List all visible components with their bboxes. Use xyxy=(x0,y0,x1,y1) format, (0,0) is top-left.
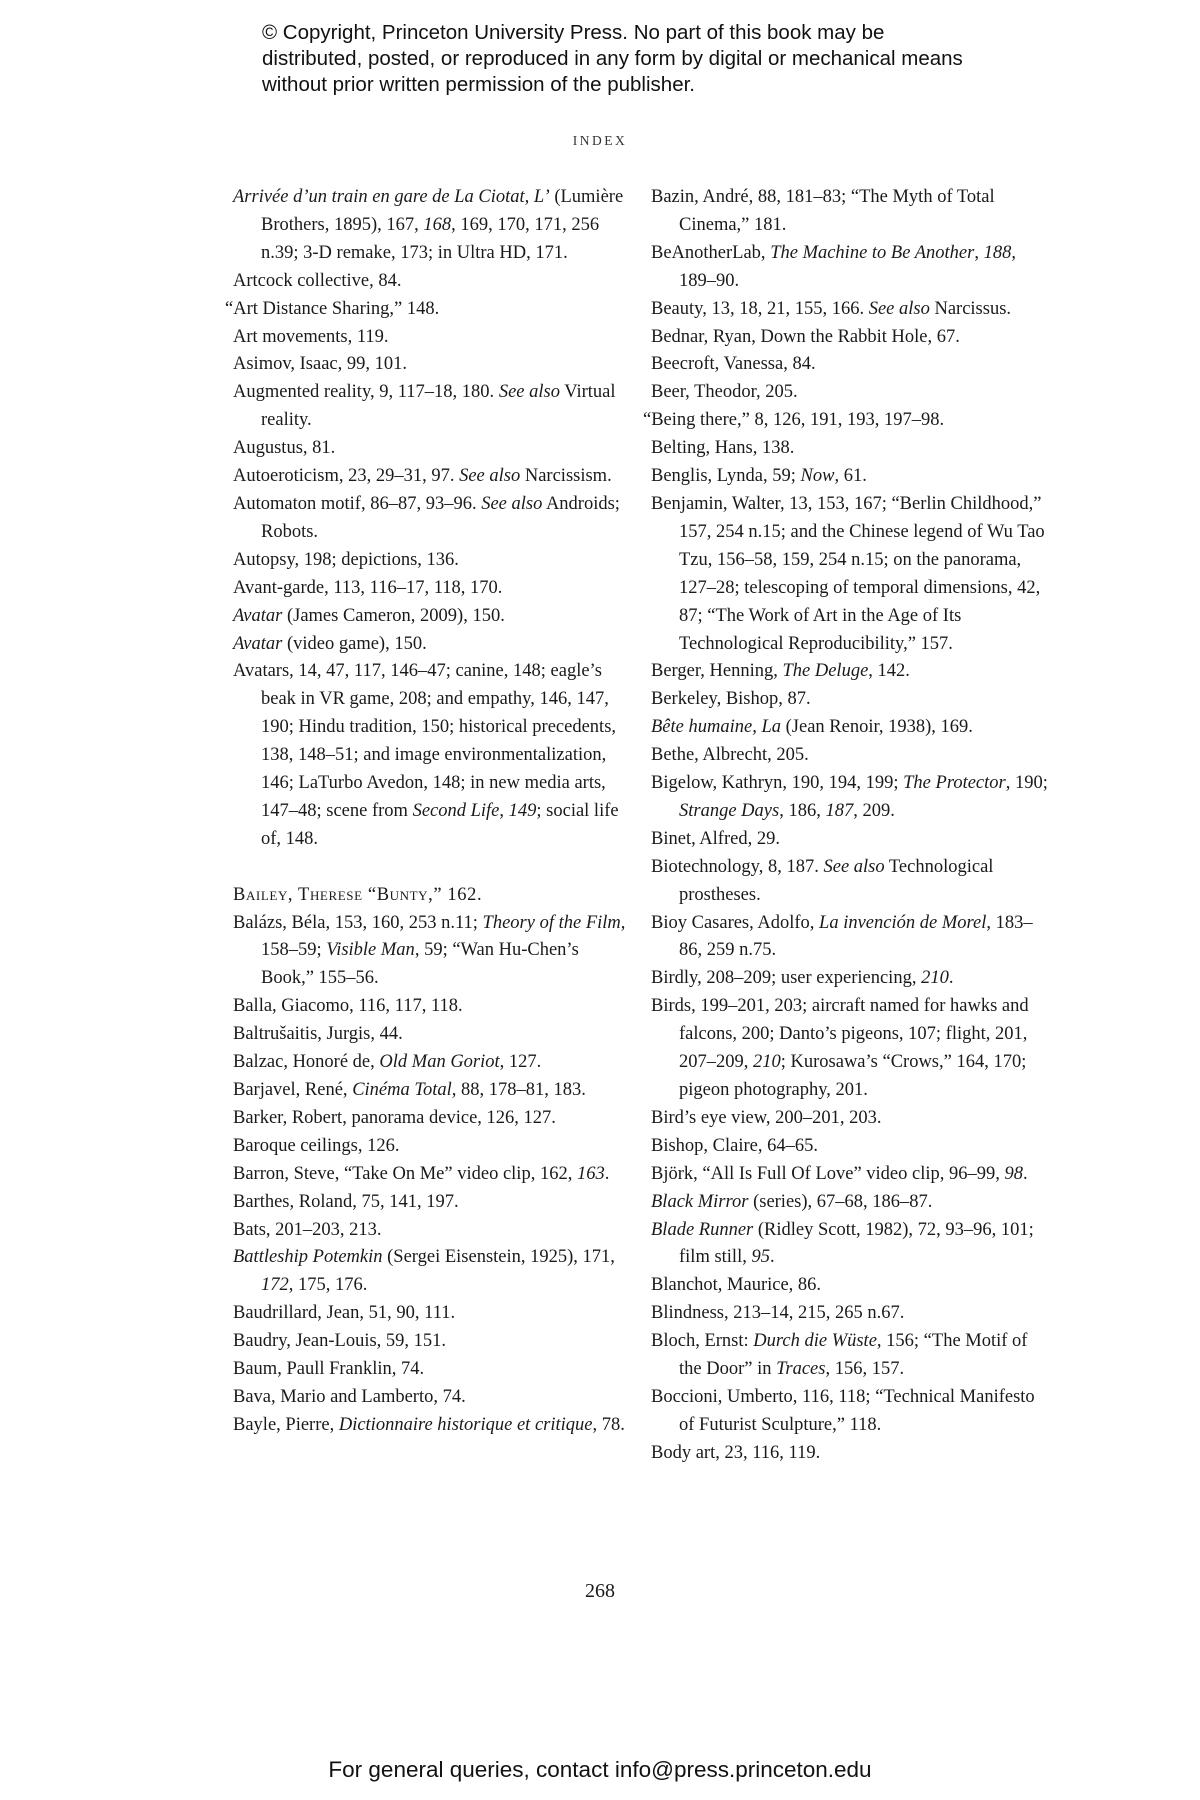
index-column-right xyxy=(643,184,1051,1468)
index-entry: Beer, Theodor, 205. xyxy=(651,382,798,403)
index-entry: Avatar (James Cameron, 2009), 150. xyxy=(233,605,505,626)
index-entry: Bird’s eye view, 200–201, 203. xyxy=(651,1107,882,1128)
index-entry: Body art, 23, 116, 119. xyxy=(651,1442,821,1463)
index-entry: Beecroft, Vanessa, 84. xyxy=(651,354,816,375)
index-entry: Augmented reality, 9, 117–18, 180. See also Virtual reality. xyxy=(233,382,616,431)
index-entry: Autopsy, 198; depictions, 136. xyxy=(233,549,459,570)
index-entry: Bednar, Ryan, Down the Rabbit Hole, 67. xyxy=(651,326,960,347)
index-entry: Art movements, 119. xyxy=(233,326,389,347)
index-entry: Black Mirror (series), 67–68, 186–87. xyxy=(651,1191,933,1212)
index-entry: Arrivée d’un train en gare de La Ciotat, L’ (Lumière Brothers, 1895), 167, 168, 169, 170, 171, 256 n.39; 3-D remake, 173; in Ultra HD, 171. xyxy=(233,187,624,263)
index-entry: “Being there,” 8, 126, 191, 193, 197–98. xyxy=(643,410,945,431)
index-entry: Bethe, Albrecht, 205. xyxy=(651,745,809,766)
index-entry: Blade Runner (Ridley Scott, 1982), 72, 93–96, 101; film still, 95. xyxy=(651,1219,1034,1268)
index-entry: Asimov, Isaac, 99, 101. xyxy=(233,354,408,375)
index-entry: Augustus, 81. xyxy=(233,438,336,459)
running-head: INDEX xyxy=(572,133,628,148)
index-entry: Bloch, Ernst: Durch die Wüste, 156; “The Motif of the Door” in Traces, 156, 157. xyxy=(651,1331,1028,1380)
index-entry: “Art Distance Sharing,” 148. xyxy=(225,298,440,319)
index-entry: Bête humaine, La (Jean Renoir, 1938), 169. xyxy=(651,717,973,738)
index-entry: Blindness, 213–14, 215, 265 n.67. xyxy=(651,1303,905,1324)
index-entry: Barker, Robert, panorama device, 126, 127. xyxy=(233,1107,556,1128)
index-entry: Baudry, Jean-Louis, 59, 151. xyxy=(233,1331,447,1352)
index-entry: Blanchot, Maurice, 86. xyxy=(651,1275,822,1296)
copyright-notice: © Copyright, Princeton University Press. No part of this book may be distributed, posted, or reproduced in any form by digital or mechanical means without prior written permission of the publisher. xyxy=(262,21,963,96)
index-entry: Battleship Potemkin (Sergei Eisenstein, 1925), 171, 172, 175, 176. xyxy=(233,1247,615,1296)
index-entry: Balzac, Honoré de, Old Man Goriot, 127. xyxy=(233,1052,542,1073)
index-entry: Bigelow, Kathryn, 190, 194, 199; The Protector, 190; Strange Days, 186, 187, 209. xyxy=(651,773,1048,821)
index-entry: Beauty, 13, 18, 21, 155, 166. See also Narcissus. xyxy=(651,298,1012,319)
index-entry: Bishop, Claire, 64–65. xyxy=(651,1135,819,1156)
footer-contact: For general queries, contact info@press.princeton.edu xyxy=(328,1757,872,1782)
index-entry: Binet, Alfred, 29. xyxy=(651,828,780,849)
index-entry: Artcock collective, 84. xyxy=(233,270,402,291)
index-entry: Berger, Henning, The Deluge, 142. xyxy=(651,661,910,682)
index-entry: Baroque ceilings, 126. xyxy=(233,1135,400,1156)
index-entry: Bioy Casares, Adolfo, La invención de Morel, 183–86, 259 n.75. xyxy=(651,912,1033,961)
index-entry: Avatars, 14, 47, 117, 146–47; canine, 148; eagle’s beak in VR game, 208; and empathy, 146, 147, 190; Hindu tradition, 150; historical precedents, 138, 148–51; and image environmentalization, 146; LaTurbo Avedon, 148; in new media arts, 147–48; scene from Second Life, 149; social life of, 148. xyxy=(233,661,619,849)
index-entry: Boccioni, Umberto, 116, 118; “Technical Manifesto of Futurist Sculpture,” 118. xyxy=(651,1386,1035,1435)
index-entry: Barron, Steve, “Take On Me” video clip, 162, 163. xyxy=(233,1163,610,1184)
index-entry: Berkeley, Bishop, 87. xyxy=(651,689,811,710)
index-entry: Benglis, Lynda, 59; Now, 61. xyxy=(651,466,867,487)
index-entry: Avant-garde, 113, 116–17, 118, 170. xyxy=(233,577,503,598)
page-number: 268 xyxy=(585,1580,615,1602)
index-entry: Balla, Giacomo, 116, 117, 118. xyxy=(233,996,463,1017)
index-entry: Biotechnology, 8, 187. See also Technological prostheses. xyxy=(651,856,994,905)
index-entry: Bayle, Pierre, Dictionnaire historique et critique, 78. xyxy=(233,1414,625,1435)
index-entry: Baltrušaitis, Jurgis, 44. xyxy=(233,1024,403,1045)
index-entry: Baudrillard, Jean, 51, 90, 111. xyxy=(233,1303,456,1324)
index-column-left xyxy=(225,184,633,1440)
index-entry: Bazin, André, 88, 181–83; “The Myth of Total Cinema,” 181. xyxy=(651,187,995,235)
index-entry: Bats, 201–203, 213. xyxy=(233,1219,382,1240)
index-entry: Autoeroticism, 23, 29–31, 97. See also Narcissism. xyxy=(233,466,612,487)
index-entry: Avatar (video game), 150. xyxy=(233,633,427,654)
index-entry: Birds, 199–201, 203; aircraft named for hawks and falcons, 200; Danto’s pigeons, 107; flight, 201, 207–209, 210; Kurosawa’s “Crows,” 164, 170; pigeon photography, 201. xyxy=(651,996,1029,1100)
index-entry: Barthes, Roland, 75, 141, 197. xyxy=(233,1191,459,1212)
index-entry: Barjavel, René, Cinéma Total, 88, 178–81, 183. xyxy=(233,1079,586,1100)
index-entry: Balázs, Béla, 153, 160, 253 n.11; Theory of the Film, 158–59; Visible Man, 59; “Wan Hu-Chen’s Book,” 155–56. xyxy=(233,912,626,989)
index-entry: Bailey, Therese “Bunty,” 162. xyxy=(233,884,483,905)
index-entry: Bava, Mario and Lamberto, 74. xyxy=(233,1386,466,1407)
index-entry: Björk, “All Is Full Of Love” video clip, 96–99, 98. xyxy=(651,1163,1028,1184)
index-entry: Benjamin, Walter, 13, 153, 167; “Berlin Childhood,” 157, 254 n.15; and the Chinese legend of Wu Tao Tzu, 156–58, 159, 254 n.15; on the panorama, 127–28; telescoping of temporal dimensions, 42, 87; “The Work of Art in the Age of Its Technological Reproducibility,” 157. xyxy=(651,493,1045,654)
index-entry: Automaton motif, 86–87, 93–96. See also Androids; Robots. xyxy=(233,493,620,542)
index-entry: BeAnotherLab, The Machine to Be Another, 188, 189–90. xyxy=(651,242,1016,291)
index-entry: Birdly, 208–209; user experiencing, 210. xyxy=(651,968,954,989)
index-entry: Belting, Hans, 138. xyxy=(651,438,795,459)
index-entry: Baum, Paull Franklin, 74. xyxy=(233,1359,425,1380)
